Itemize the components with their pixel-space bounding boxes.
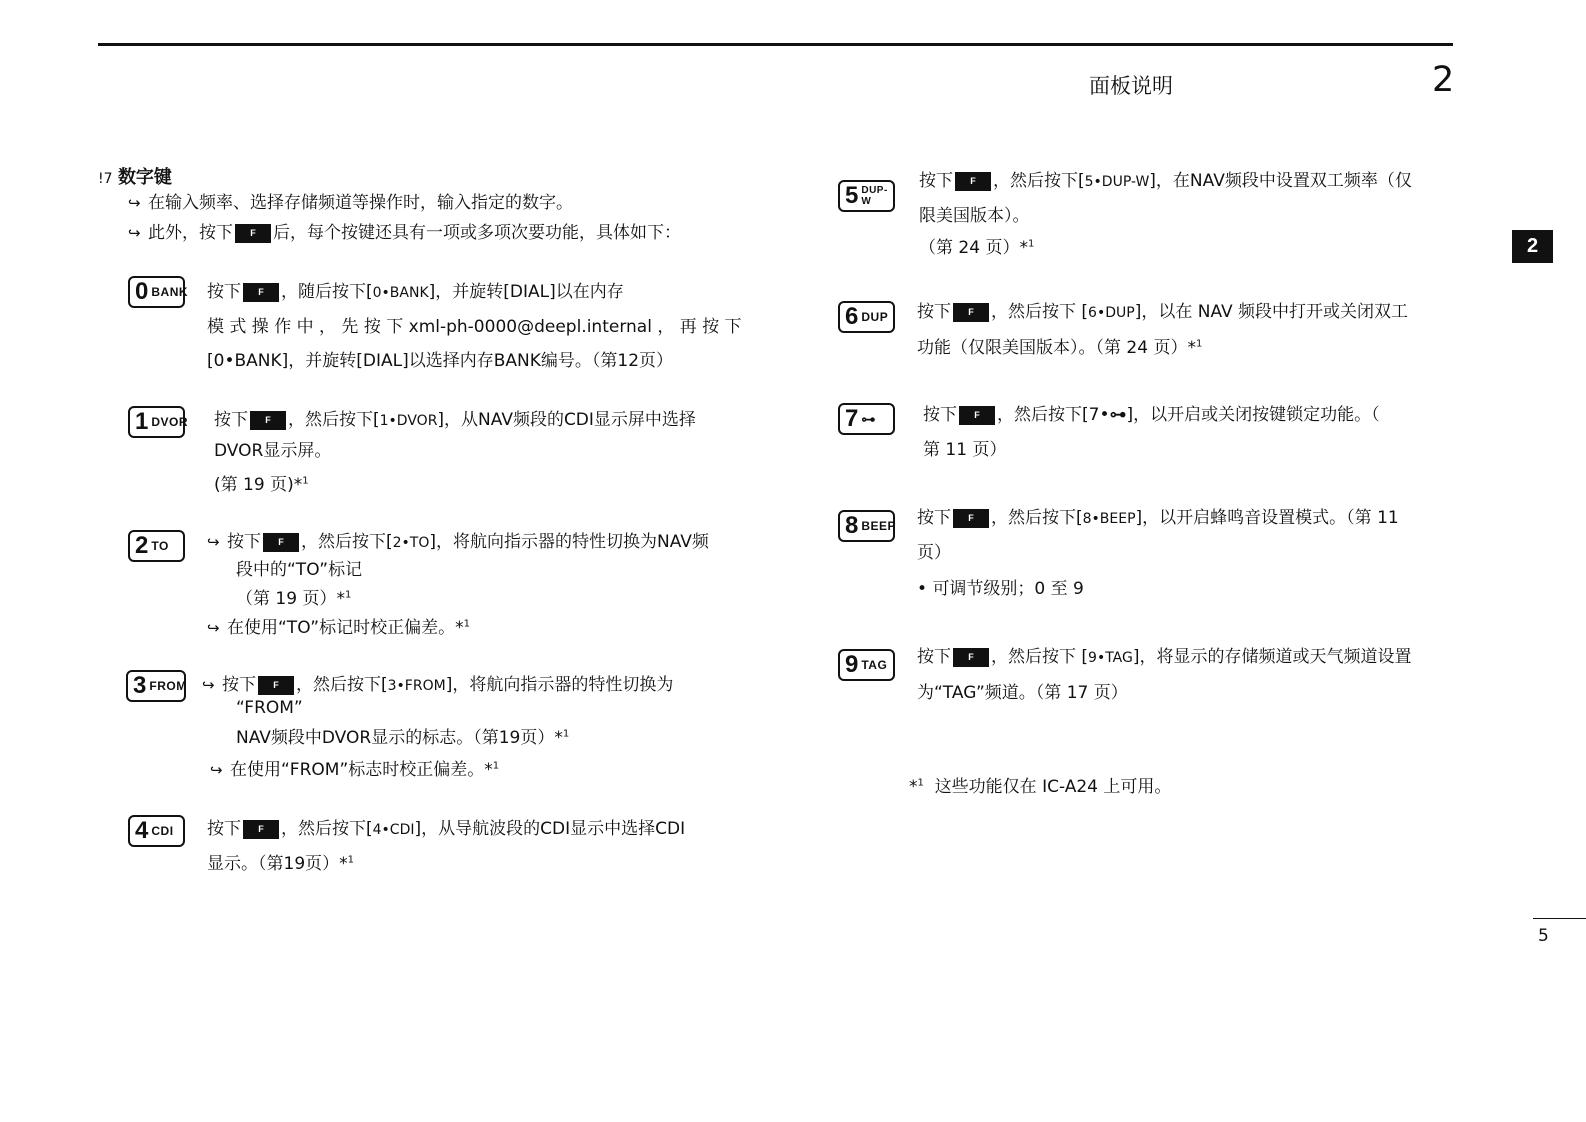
f-key-icon: F <box>250 411 286 430</box>
f-key-icon: F <box>235 224 271 243</box>
arrow-icon: ↪ <box>202 676 215 694</box>
f-key-icon: F <box>258 676 294 695</box>
key-3-desc-line-1: ↪ 按下 F ，然后按下[3•FROM]，将航向指示器的特性切换为 <box>202 675 674 695</box>
key-6-desc-line-2: 功能（仅限美国版本）。（第 24 页）*$^1$ <box>917 338 1203 358</box>
f-key-icon: F <box>953 303 989 322</box>
key-2-to-icon: 2 TO <box>128 530 185 562</box>
key-0-desc-line-2: 模 式 操 作 中 ， 先 按 下 xml-ph-0000@deepl.internal ， 再 按 下 <box>207 317 742 337</box>
key-4-cdi-icon: 4 CDI <box>128 815 185 847</box>
key-1-desc-line-2: DVOR显示屏。 <box>214 441 332 461</box>
key-3-desc-line-4: ↪ 在使用“FROM”标志时校正偏差。*$^1$ <box>210 760 500 780</box>
key-9-desc-line-1: 按下 F ，然后按下 [9•TAG]，将显示的存储频道或天气频道设置 <box>917 647 1412 667</box>
key-5-dup-w-icon: 5 DUP-W <box>838 180 895 212</box>
section-marker: !7 <box>98 171 113 187</box>
key-3-desc-line-2: “FROM” <box>236 698 303 718</box>
bullet-icon: • <box>917 579 933 599</box>
key-2-desc-line-4: ↪ 在使用“TO”标记时校正偏差。*$^1$ <box>207 618 470 638</box>
chapter-side-tab: 2 <box>1512 230 1553 263</box>
page-number: 5 <box>1538 926 1549 946</box>
f-key-icon: F <box>243 820 279 839</box>
key-3-from-icon: 3 FROM <box>126 670 186 702</box>
key-8-desc-line-1: 按下 F ，然后按下[8•BEEP]，以开启蜂鸣音设置模式。（第 11 <box>917 508 1399 528</box>
f-key-icon: F <box>955 172 991 191</box>
key-2-desc-line-2: 段中的“TO”标记 <box>236 560 363 580</box>
f-key-icon: F <box>263 533 299 552</box>
arrow-icon: ↪ <box>128 194 141 212</box>
key-2-desc-line-3: （第 19 页）*$^1$ <box>236 589 352 609</box>
header-title: 面板说明 <box>1089 74 1173 98</box>
f-key-icon: F <box>243 283 279 302</box>
key-9-tag-icon: 9 TAG <box>838 649 895 681</box>
key-0-desc-line-1: 按下 F ，随后按下[0•BANK]，并旋转[DIAL]以在内存 <box>207 282 624 302</box>
key-7-desc-line-1: 按下 F ，然后按下[7•⊶]，以开启或关闭按键锁定功能。（ <box>923 405 1380 425</box>
key-2-desc-line-1: ↪ 按下 F ，然后按下[2•TO]，将航向指示器的特性切换为NAV频 <box>207 532 709 552</box>
key-4-desc-line-2: 显示。（第19页）*$^1$ <box>207 854 355 874</box>
key-9-desc-line-2: 为“TAG”频道。（第 17 页） <box>917 683 1128 703</box>
section-heading: 数字键 <box>117 167 172 188</box>
key-3-desc-line-3: NAV频段中DVOR显示的标志。（第19页）*$^1$ <box>236 728 570 748</box>
f-key-icon: F <box>959 406 995 425</box>
key-icon: ⊶ <box>861 410 876 427</box>
footnote: *$^1$ 这些功能仅在 IC-A24 上可用。 <box>909 777 1172 797</box>
key-4-desc-line-1: 按下 F ，然后按下[4•CDI]，从导航波段的CDI显示中选择CDI <box>207 819 686 839</box>
f-key-icon: F <box>953 509 989 528</box>
key-1-desc-line-1: 按下 F ，然后按下[1•DVOR]，从NAV频段的CDI显示屏中选择 <box>214 410 696 430</box>
arrow-icon: ↪ <box>207 619 220 637</box>
key-6-dup-icon: 6 DUP <box>838 301 895 333</box>
key-5-desc-line-3: （第 24 页）*$^1$ <box>919 238 1035 258</box>
key-6-desc-line-1: 按下 F ，然后按下 [6•DUP]，以在 NAV 频段中打开或关闭双工 <box>917 302 1409 322</box>
intro-line-1: ↪ 在输入频率、选择存储频道等操作时，输入指定的数字。 <box>128 193 573 213</box>
arrow-icon: ↪ <box>207 533 220 551</box>
key-8-desc-line-3: • 可调节级别；0 至 9 <box>917 579 1084 599</box>
key-icon: ⊶ <box>1109 405 1127 425</box>
key-8-desc-line-2: 页） <box>917 543 951 563</box>
footer-rule <box>1533 918 1586 919</box>
key-5-desc-line-2: 限美国版本）。 <box>919 206 1030 226</box>
key-1-desc-line-3: (第 19 页)*$^1$ <box>214 475 309 495</box>
intro-line-2: ↪ 此外，按下 F 后，每个按键还具有一项或多项次要功能，具体如下： <box>128 223 681 243</box>
arrow-icon: ↪ <box>128 224 141 242</box>
arrow-icon: ↪ <box>210 761 223 779</box>
key-7-desc-line-2: 第 11 页） <box>923 440 1007 460</box>
header-rule <box>98 43 1453 46</box>
key-0-desc-line-3: [0•BANK]，并旋转[DIAL]以选择内存BANK编号。（第12页） <box>207 351 674 371</box>
key-1-dvor-icon: 1 DVOR <box>128 406 185 438</box>
chapter-number: 2 <box>1432 60 1455 100</box>
f-key-icon: F <box>953 648 989 667</box>
key-8-beep-icon: 8 BEEP <box>838 510 895 542</box>
key-0-bank-icon: 0 BANK <box>128 276 185 308</box>
key-5-desc-line-1: 按下 F ，然后按下[5•DUP-W]，在NAV频段中设置双工频率（仅 <box>919 171 1412 191</box>
key-7-lock-icon: 7 ⊶ <box>838 403 895 435</box>
section-title <box>98 163 172 189</box>
